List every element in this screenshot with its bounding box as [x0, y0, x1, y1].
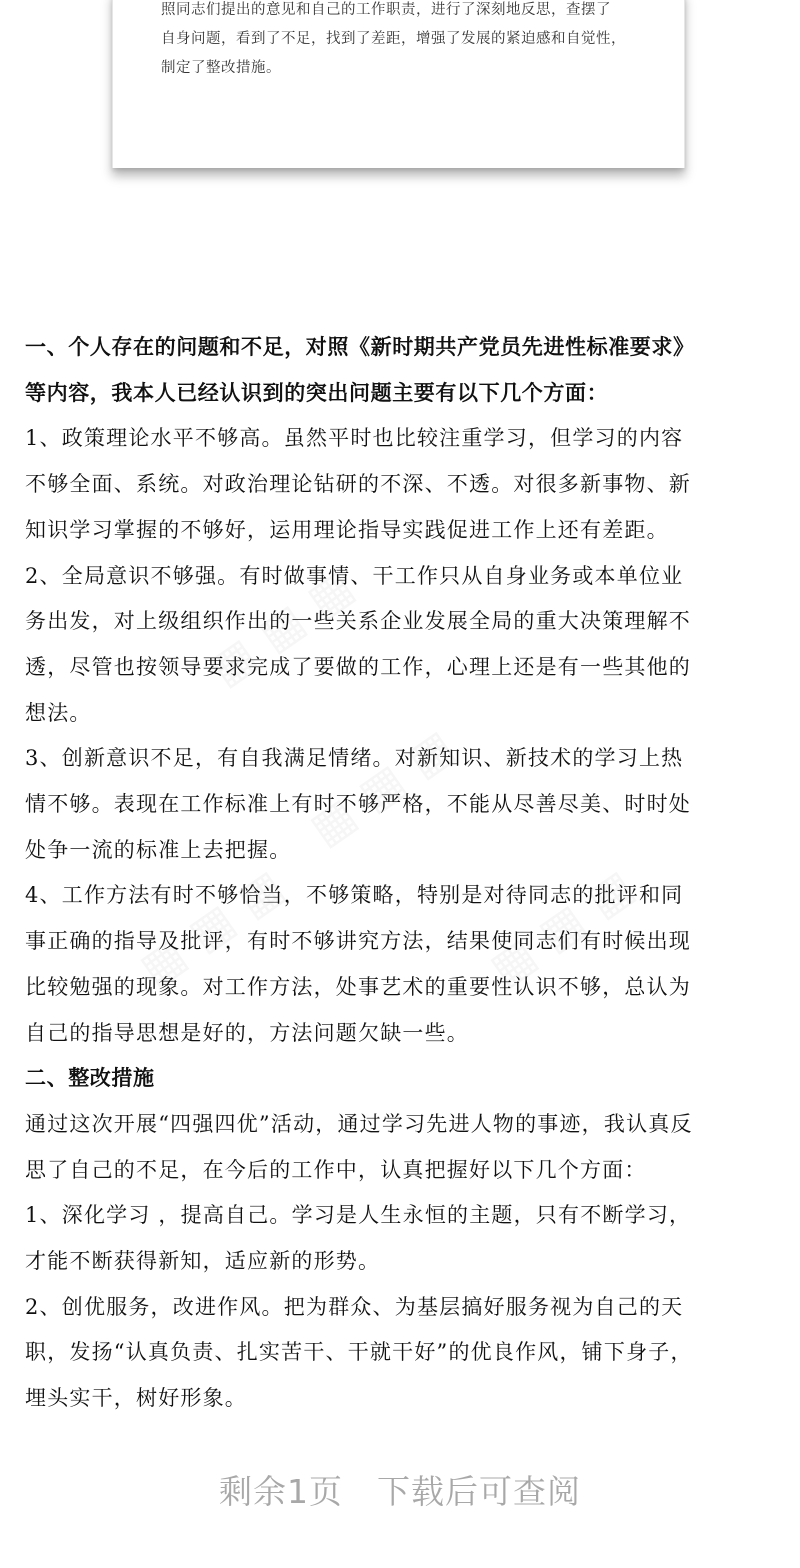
paragraph-line: 才能不断获得新知，适应新的形势。	[25, 1249, 381, 1274]
document-body	[25, 325, 795, 1422]
paragraph-line: 知识学习掌握的不够好，运用理论指导实践促进工作上还有差距。	[25, 517, 669, 542]
section-heading-line: 一、个人存在的问题和不足，对照《新时期共产党员先进性标准要求》	[25, 335, 695, 359]
remaining-pages-notice[interactable]	[0, 1466, 800, 1513]
paragraph-line: 通过这次开展“四强四优”活动，通过学习先进人物的事迹，我认真反	[25, 1111, 693, 1136]
preview-line: 制定了整改措施。	[161, 60, 281, 76]
paragraph-line: 埋头实干，树好形象。	[25, 1386, 247, 1411]
paragraph-line: 情不够。表现在工作标准上有时不够严格，不能从尽善尽美、时时处	[25, 792, 691, 817]
section-heading-line: 等内容，我本人已经认识到的突出问题主要有以下几个方面：	[25, 380, 609, 405]
paragraph-line: 处争一流的标准上去把握。	[25, 837, 292, 862]
preview-text	[161, 0, 661, 83]
paragraph-line: 比较勉强的现象。对工作方法，处事艺术的重要性认识不够，总认为	[25, 974, 691, 999]
paragraph-line: 思了自己的不足，在今后的工作中，认真把握好以下几个方面：	[25, 1157, 647, 1182]
paragraph-line: 3、创新意识不足，有自我满足情绪。对新知识、新技术的学习上热	[25, 746, 684, 771]
paragraph-line: 2、创优服务，改进作风。把为群众、为基层搞好服务视为自己的天	[25, 1294, 684, 1319]
paragraph-line: 1、深化学习 ，提高自己。学习是人生永恒的主题，只有不断学习，	[25, 1203, 692, 1228]
paragraph-line: 4、工作方法有时不够恰当，不够策略，特别是对待同志的批评和同	[25, 883, 684, 908]
section-heading-line: 二、整改措施	[25, 1066, 155, 1091]
paragraph-line: 自己的指导思想是好的，方法问题欠缺一些。	[25, 1020, 469, 1045]
paragraph-line: 透，尽管也按领导要求完成了要做的工作，心理上还是有一些其他的	[25, 654, 691, 679]
download-to-view-text: 下载后可查阅	[377, 1472, 581, 1511]
paragraph-line: 1、政策理论水平不够高。虽然平时也比较注重学习，但学习的内容	[25, 426, 684, 451]
paragraph-line: 事正确的指导及批评，有时不够讲究方法，结果使同志们有时候出现	[25, 929, 691, 954]
paragraph-line: 不够全面、系统。对政治理论钻研的不深、不透。对很多新事物、新	[25, 472, 691, 497]
preview-line: 照同志们提出的意见和自己的工作职责，进行了深刻地反思，查摆了	[161, 2, 611, 18]
preview-line: 自身问题，看到了不足，找到了差距，增强了发展的紧迫感和自觉性，	[161, 31, 626, 47]
paragraph-line: 务出发，对上级组织作出的一些关系企业发展全局的重大决策理解不	[25, 609, 691, 634]
paragraph-line: 2、全局意识不够强。有时做事情、干工作只从自身业务或本单位业	[25, 563, 684, 588]
paragraph-line: 职，发扬“认真负责、扎实苦干、干就干好”的优良作风，铺下身子，	[25, 1340, 693, 1365]
remaining-pages-count: 剩余1页	[219, 1472, 343, 1511]
paragraph-line: 想法。	[25, 700, 92, 725]
preview-card	[112, 0, 685, 168]
